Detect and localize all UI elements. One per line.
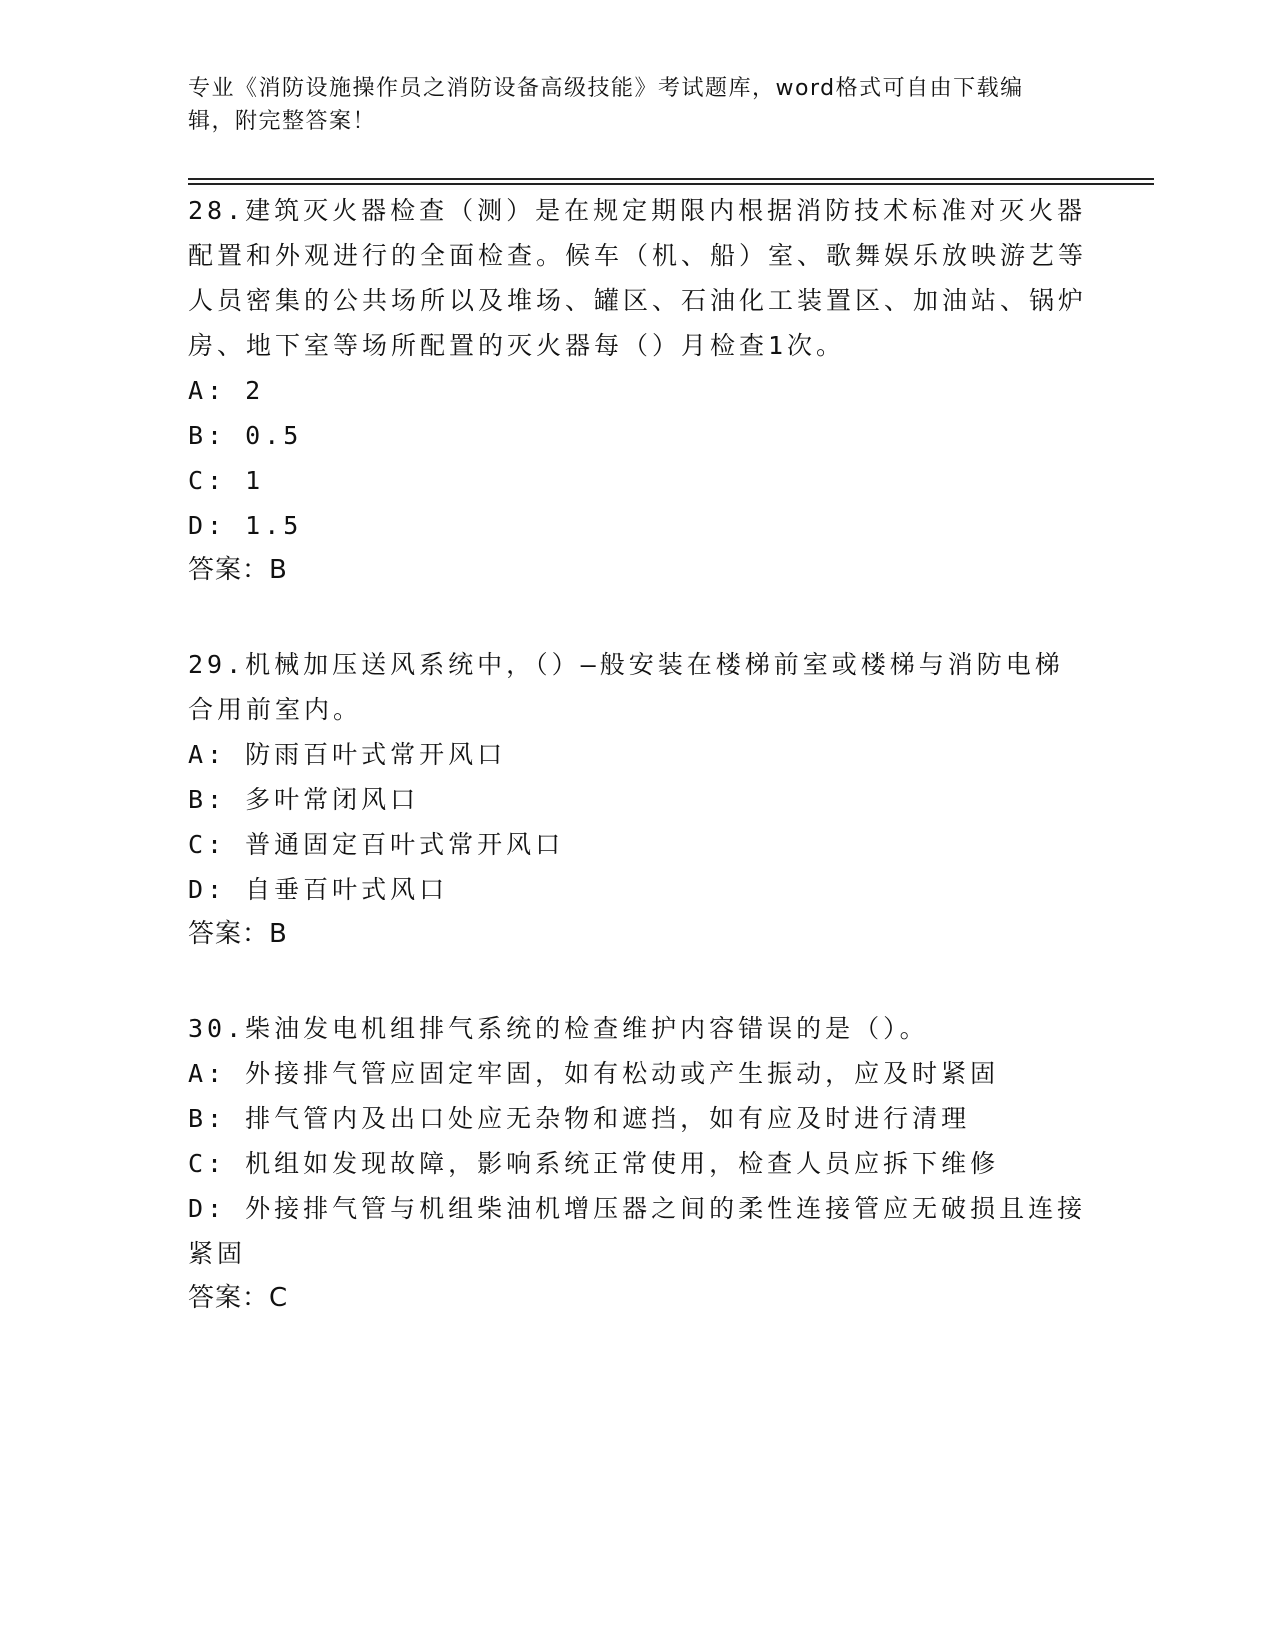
option-b: B: 多叶常闭风口 xyxy=(188,785,420,814)
option-b: B: 0.5 xyxy=(188,421,303,450)
question-29 xyxy=(188,642,1088,957)
answer-label: 答案：C xyxy=(188,1283,289,1313)
question-30 xyxy=(188,1006,1088,1321)
option-d: D: 外接排气管与机组柴油机增压器之间的柔性连接管应无破损且连接紧固 xyxy=(188,1194,1087,1268)
header-intro: 专业《消防设施操作员之消防设备高级技能》考试题库，word格式可自由下载编辑，附完整答案！ xyxy=(188,76,1024,134)
option-a: A: 防雨百叶式常开风口 xyxy=(188,740,507,769)
question-stem: 29.机械加压送风系统中，（）—般安装在楼梯前室或楼梯与消防电梯合用前室内。 xyxy=(188,650,1064,724)
option-b: B: 排气管内及出口处应无杂物和遮挡，如有应及时进行清理 xyxy=(188,1104,971,1133)
option-c: C: 普通固定百叶式常开风口 xyxy=(188,830,565,859)
option-a: A: 外接排气管应固定牢固，如有松动或产生振动，应及时紧固 xyxy=(188,1059,1000,1088)
option-d: D: 自垂百叶式风口 xyxy=(188,875,449,904)
header-divider-top xyxy=(188,178,1154,180)
answer-label: 答案：B xyxy=(188,919,288,949)
option-d: D: 1.5 xyxy=(188,511,303,540)
answer-label: 答案：B xyxy=(188,555,288,585)
option-a: A: 2 xyxy=(188,376,265,405)
option-c: C: 机组如发现故障，影响系统正常使用，检查人员应拆下维修 xyxy=(188,1149,1000,1178)
question-stem: 30.柴油发电机组排气系统的检查维护内容错误的是（）。 xyxy=(188,1014,929,1043)
header-divider-bottom xyxy=(188,183,1154,185)
question-stem: 28.建筑灭火器检查（测）是在规定期限内根据消防技术标准对灭火器配置和外观进行的全面检查。候车（机、船）室、歌舞娱乐放映游艺等人员密集的公共场所以及堆场、罐区、石油化工装置区、加油站、锅炉房、地下室等场所配置的灭火器每（）月检查1次。 xyxy=(188,196,1088,360)
option-c: C: 1 xyxy=(188,466,265,495)
question-28 xyxy=(188,188,1088,593)
